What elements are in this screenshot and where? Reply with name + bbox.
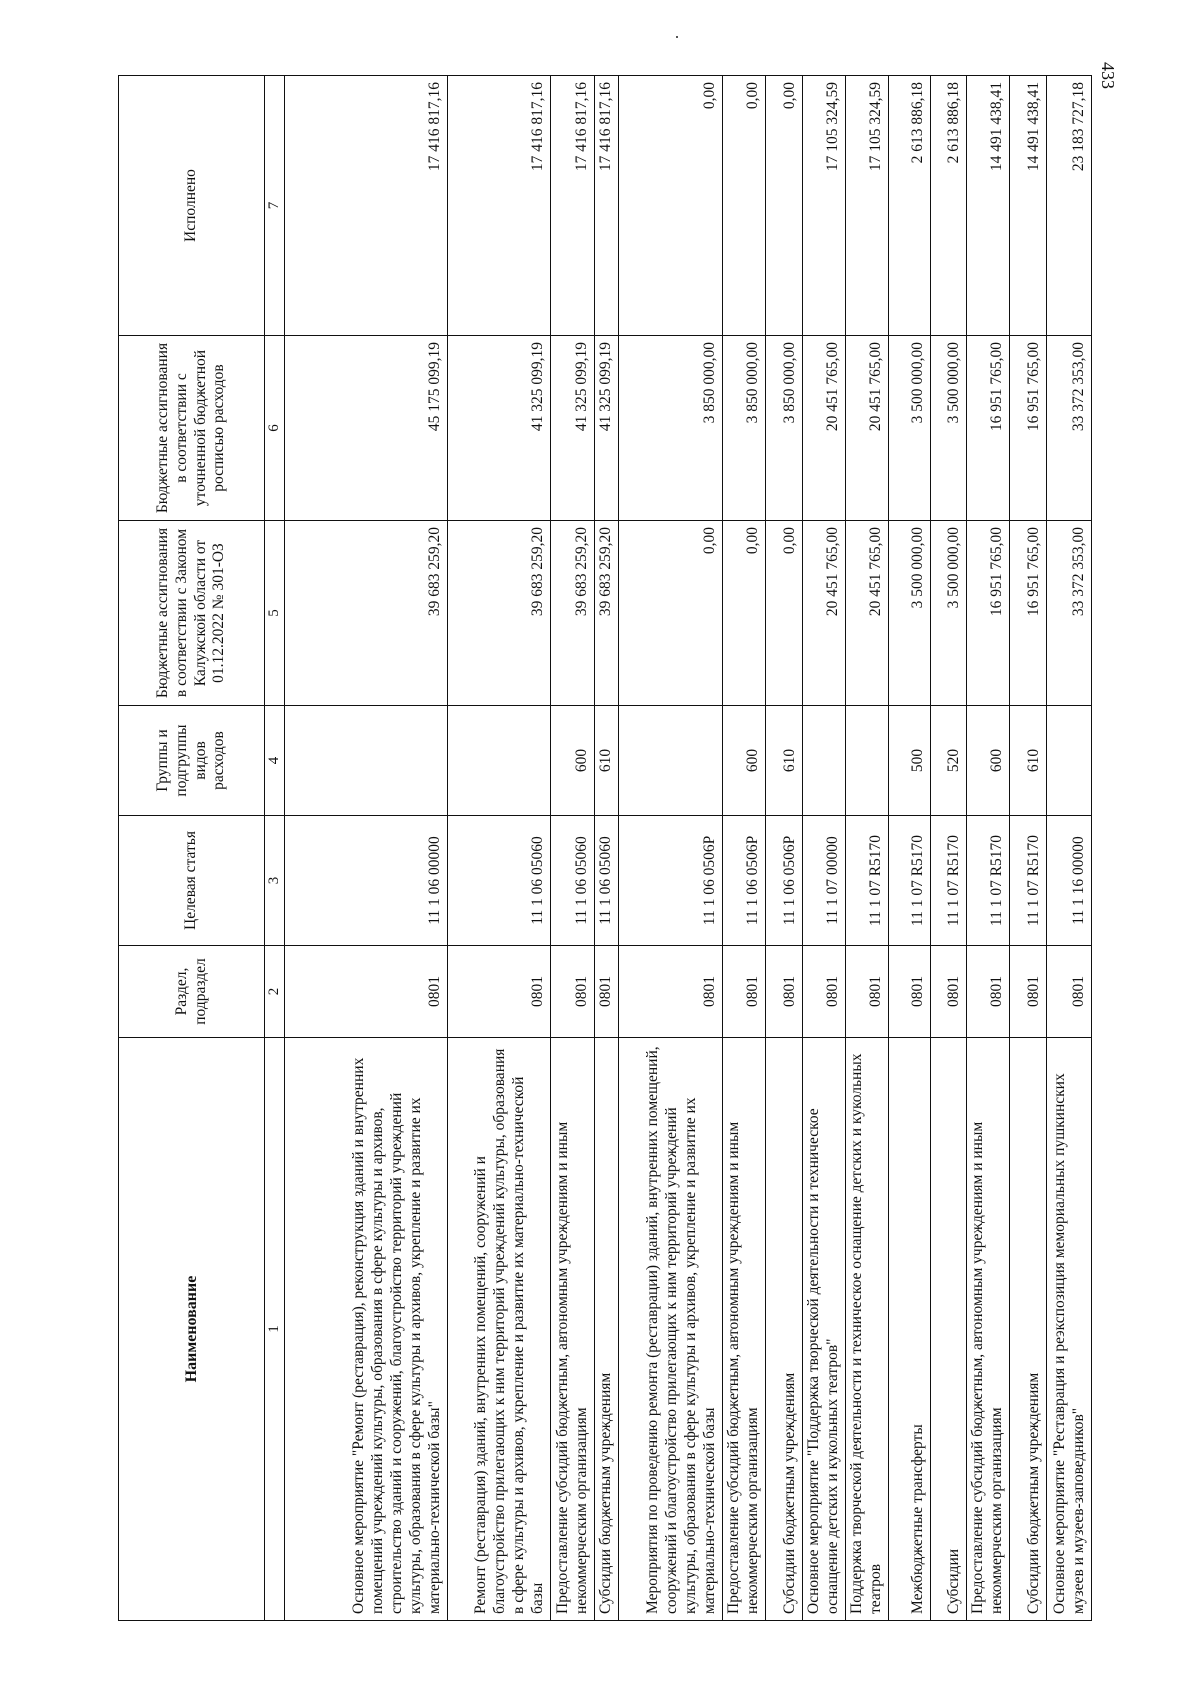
header-row [119, 76, 265, 1621]
row-name-cell: Субсидии [930, 1038, 966, 1621]
row-executed-amount-cell: 0,00 [765, 76, 802, 336]
row-executed-amount-cell: 0,00 [618, 76, 722, 336]
column-number: 7 [265, 76, 285, 336]
row-article-cell: 11 1 07 R5170 [888, 816, 930, 946]
row-group-cell [1046, 706, 1091, 816]
row-section-cell: 0801 [595, 946, 619, 1038]
row-name-cell: Основное мероприятие "Ремонт (реставрация), реконструкция зданий и внутренних помещений учреждений культуры, образования в сфере культуры и архивов, строительство зданий и сооружений, благоустройство территорий учреждений культуры, образования в сфере культуры и архивов, укрепление и развитие их материально-технической базы" [285, 1038, 448, 1621]
row-law-amount-cell: 16 951 765,00 [966, 521, 1009, 706]
row-article-cell: 11 1 06 05060 [595, 816, 619, 946]
row-article-cell: 11 1 06 0506Р [618, 816, 722, 946]
row-revised-amount-cell: 3 500 000,00 [888, 336, 930, 521]
row-revised-amount-cell: 20 451 765,00 [845, 336, 888, 521]
table-row [802, 76, 845, 1621]
row-group-cell: 500 [888, 706, 930, 816]
row-executed-amount-cell: 0,00 [722, 76, 765, 336]
column-number: 2 [265, 946, 285, 1038]
row-executed-amount-cell: 2 613 886,18 [888, 76, 930, 336]
table-row [1009, 76, 1046, 1621]
row-section-cell: 0801 [802, 946, 845, 1038]
row-group-cell [618, 706, 722, 816]
header-section: Раздел, подраздел [119, 946, 265, 1038]
row-revised-amount-cell: 3 850 000,00 [618, 336, 722, 521]
row-law-amount-cell: 0,00 [722, 521, 765, 706]
row-revised-amount-cell: 16 951 765,00 [1009, 336, 1046, 521]
header-article: Целевая статья [119, 816, 265, 946]
row-section-cell: 0801 [966, 946, 1009, 1038]
row-name-cell: Основное мероприятие "Поддержка творческой деятельности и техническое оснащение детских и кукольных театров" [802, 1038, 845, 1621]
row-section-cell: 0801 [888, 946, 930, 1038]
row-article-cell: 11 1 07 R5170 [930, 816, 966, 946]
column-number: 6 [265, 336, 285, 521]
table-row [966, 76, 1009, 1621]
column-number: 3 [265, 816, 285, 946]
row-group-cell: 520 [930, 706, 966, 816]
page-number: 433 [1098, 62, 1118, 89]
row-article-cell: 11 1 06 0506Р [722, 816, 765, 946]
header-executed: Исполнено [119, 76, 265, 336]
rotated-table-wrapper [118, 76, 1087, 1621]
column-number-row [265, 76, 285, 1621]
table-row [845, 76, 888, 1621]
row-group-cell [802, 706, 845, 816]
row-revised-amount-cell: 41 325 099,19 [551, 336, 595, 521]
row-group-cell [845, 706, 888, 816]
row-executed-amount-cell: 17 416 817,16 [285, 76, 448, 336]
table-row [722, 76, 765, 1621]
row-executed-amount-cell: 17 416 817,16 [551, 76, 595, 336]
row-article-cell: 11 1 16 00000 [1046, 816, 1091, 946]
row-executed-amount-cell: 23 183 727,18 [1046, 76, 1091, 336]
row-group-cell: 610 [595, 706, 619, 816]
row-section-cell: 0801 [285, 946, 448, 1038]
budget-execution-table [118, 75, 1092, 1621]
row-group-cell: 600 [966, 706, 1009, 816]
row-name-cell: Поддержка творческой деятельности и техническое оснащение детских и кукольных театров [845, 1038, 888, 1621]
table-row [285, 76, 448, 1621]
row-law-amount-cell: 0,00 [618, 521, 722, 706]
row-revised-amount-cell: 33 372 353,00 [1046, 336, 1091, 521]
row-executed-amount-cell: 17 105 324,59 [845, 76, 888, 336]
row-law-amount-cell: 3 500 000,00 [930, 521, 966, 706]
row-article-cell: 11 1 06 05060 [551, 816, 595, 946]
header-group: Группы и подгруппы видов расходов [119, 706, 265, 816]
row-executed-amount-cell: 17 416 817,16 [595, 76, 619, 336]
row-group-cell: 600 [551, 706, 595, 816]
row-revised-amount-cell: 20 451 765,00 [802, 336, 845, 521]
column-number: 5 [265, 521, 285, 706]
row-group-cell: 600 [722, 706, 765, 816]
table-row [888, 76, 930, 1621]
row-revised-amount-cell: 3 850 000,00 [722, 336, 765, 521]
row-executed-amount-cell: 17 105 324,59 [802, 76, 845, 336]
row-executed-amount-cell: 17 416 817,16 [448, 76, 551, 336]
row-revised-amount-cell: 3 500 000,00 [930, 336, 966, 521]
row-law-amount-cell: 20 451 765,00 [845, 521, 888, 706]
row-law-amount-cell: 39 683 259,20 [448, 521, 551, 706]
row-revised-amount-cell: 16 951 765,00 [966, 336, 1009, 521]
row-name-cell: Основное мероприятие "Реставрация и реэкспозиция мемориальных пушкинских музеев и музеев-заповедников" [1046, 1038, 1091, 1621]
header-revised-allocations: Бюджетные ассигнования в соответствии с уточненной бюджетной росписью расходов [119, 336, 265, 521]
row-name-cell: Субсидии бюджетным учреждениям [595, 1038, 619, 1621]
row-law-amount-cell: 16 951 765,00 [1009, 521, 1046, 706]
header-name: Наименование [119, 1038, 265, 1621]
row-revised-amount-cell: 41 325 099,19 [595, 336, 619, 521]
row-law-amount-cell: 39 683 259,20 [285, 521, 448, 706]
table-row [765, 76, 802, 1621]
row-law-amount-cell: 0,00 [765, 521, 802, 706]
table-row [448, 76, 551, 1621]
row-article-cell: 11 1 06 05060 [448, 816, 551, 946]
row-revised-amount-cell: 45 175 099,19 [285, 336, 448, 521]
table-row [551, 76, 595, 1621]
row-law-amount-cell: 39 683 259,20 [595, 521, 619, 706]
row-article-cell: 11 1 07 00000 [802, 816, 845, 946]
table-row [930, 76, 966, 1621]
row-revised-amount-cell: 41 325 099,19 [448, 336, 551, 521]
row-law-amount-cell: 33 372 353,00 [1046, 521, 1091, 706]
row-article-cell: 11 1 06 0506Р [765, 816, 802, 946]
row-group-cell: 610 [765, 706, 802, 816]
row-section-cell: 0801 [448, 946, 551, 1038]
row-section-cell: 0801 [722, 946, 765, 1038]
row-name-cell: Ремонт (реставрация) зданий, внутренних помещений, сооружений и благоустройство прилегающих к ним территорий учреждений культуры, образования в сфере культуры и архивов, укрепление и развитие их материально-технической базы [448, 1038, 551, 1621]
row-name-cell: Межбюджетные трансферты [888, 1038, 930, 1621]
row-section-cell: 0801 [618, 946, 722, 1038]
row-article-cell: 11 1 06 00000 [285, 816, 448, 946]
table-row [618, 76, 722, 1621]
table-row [595, 76, 619, 1621]
row-revised-amount-cell: 3 850 000,00 [765, 336, 802, 521]
row-section-cell: 0801 [845, 946, 888, 1038]
row-article-cell: 11 1 07 R5170 [845, 816, 888, 946]
scan-speck [676, 36, 678, 38]
column-number: 1 [265, 1038, 285, 1621]
header-law-allocations: Бюджетные ассигнования в соответствии с Законом Калужской области от 01.12.2022 № 301-ОЗ [119, 521, 265, 706]
row-executed-amount-cell: 14 491 438,41 [1009, 76, 1046, 336]
row-law-amount-cell: 39 683 259,20 [551, 521, 595, 706]
row-article-cell: 11 1 07 R5170 [966, 816, 1009, 946]
row-name-cell: Предоставление субсидий бюджетным, автономным учреждениям и иным некоммерческим организациям [551, 1038, 595, 1621]
row-section-cell: 0801 [551, 946, 595, 1038]
row-executed-amount-cell: 2 613 886,18 [930, 76, 966, 336]
column-number: 4 [265, 706, 285, 816]
row-section-cell: 0801 [1009, 946, 1046, 1038]
row-name-cell: Предоставление субсидий бюджетным, автономным учреждениям и иным некоммерческим организациям [966, 1038, 1009, 1621]
row-name-cell: Предоставление субсидий бюджетным, автономным учреждениям и иным некоммерческим организациям [722, 1038, 765, 1621]
row-group-cell [285, 706, 448, 816]
row-executed-amount-cell: 14 491 438,41 [966, 76, 1009, 336]
table-row [1046, 76, 1091, 1621]
row-name-cell: Субсидии бюджетным учреждениям [765, 1038, 802, 1621]
row-section-cell: 0801 [1046, 946, 1091, 1038]
row-group-cell: 610 [1009, 706, 1046, 816]
row-name-cell: Субсидии бюджетным учреждениям [1009, 1038, 1046, 1621]
row-law-amount-cell: 3 500 000,00 [888, 521, 930, 706]
row-name-cell: Мероприятия по проведению ремонта (реставрации) зданий, внутренних помещений, сооружений и благоустройство прилегающих к ним территорий учреждений культуры, образования в сфере культуры и архивов, укрепление и развитие их материально-технической базы [618, 1038, 722, 1621]
row-section-cell: 0801 [930, 946, 966, 1038]
row-article-cell: 11 1 07 R5170 [1009, 816, 1046, 946]
row-section-cell: 0801 [765, 946, 802, 1038]
row-law-amount-cell: 20 451 765,00 [802, 521, 845, 706]
row-group-cell [448, 706, 551, 816]
